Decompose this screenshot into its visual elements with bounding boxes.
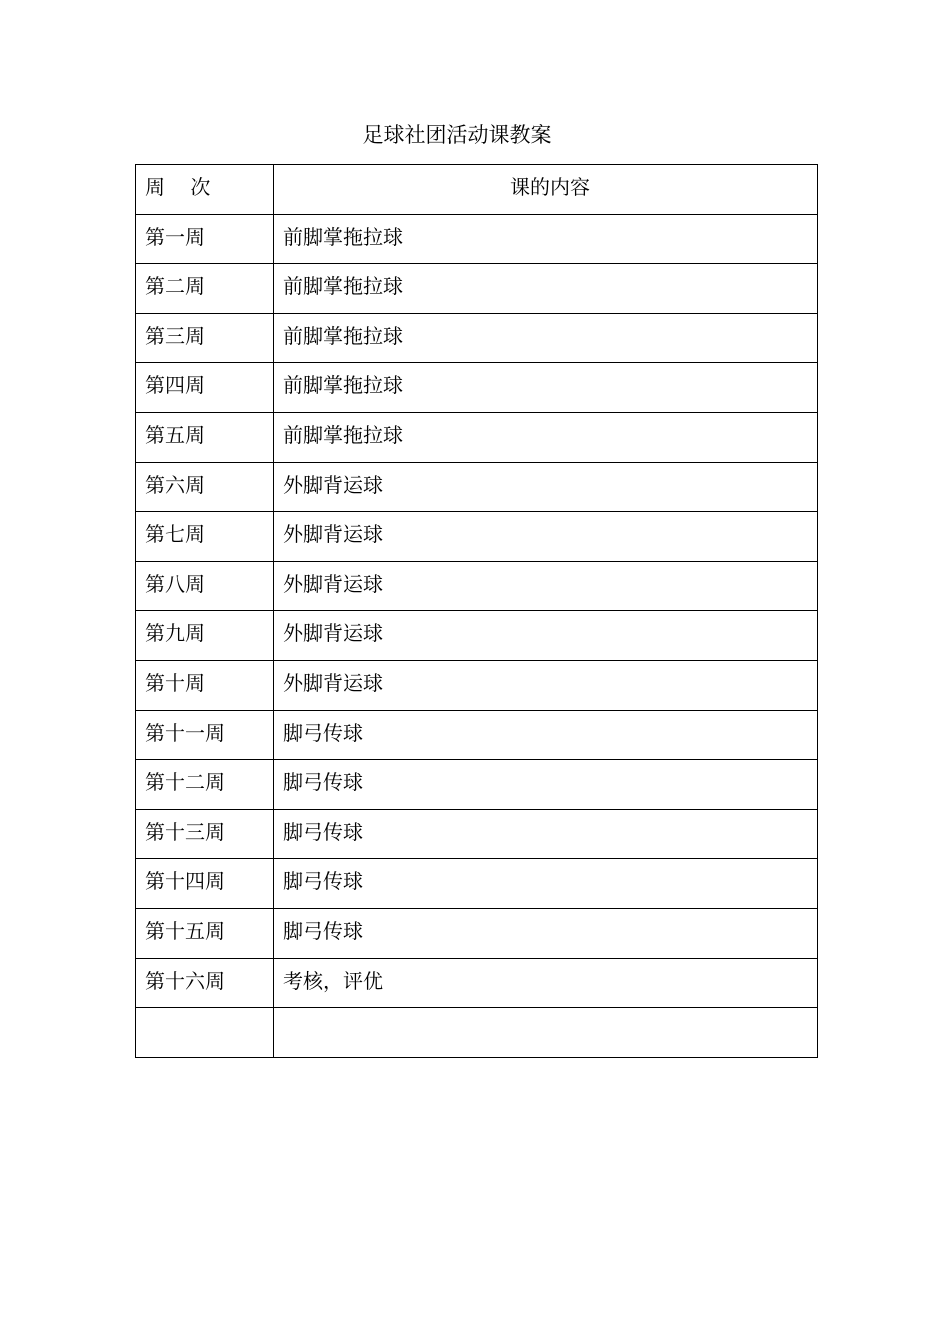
week-cell: 第十六周 <box>136 958 274 1008</box>
week-cell: 第十周 <box>136 660 274 710</box>
content-cell: 前脚掌拖拉球 <box>274 363 818 413</box>
table-row <box>136 313 818 363</box>
content-cell: 考核，评优 <box>274 958 818 1008</box>
week-cell: 第七周 <box>136 512 274 562</box>
week-cell: 第六周 <box>136 462 274 512</box>
week-cell: 第十三周 <box>136 809 274 859</box>
content-cell: 前脚掌拖拉球 <box>274 412 818 462</box>
content-cell: 外脚背运球 <box>274 660 818 710</box>
week-cell: 第十一周 <box>136 710 274 760</box>
lesson-plan-table <box>135 164 818 1058</box>
header-content: 课的内容 <box>274 165 818 215</box>
content-cell: 外脚背运球 <box>274 561 818 611</box>
content-cell: 脚弓传球 <box>274 710 818 760</box>
document-title: 足球社团活动课教案 <box>362 123 552 147</box>
content-cell: 脚弓传球 <box>274 760 818 810</box>
table-row <box>136 760 818 810</box>
table-header-row <box>136 165 818 215</box>
table-row <box>136 512 818 562</box>
week-cell: 第三周 <box>136 313 274 363</box>
table-row <box>136 710 818 760</box>
week-cell: 第二周 <box>136 264 274 314</box>
table-row <box>136 363 818 413</box>
table-row <box>136 908 818 958</box>
table-row <box>136 859 818 909</box>
week-cell: 第九周 <box>136 611 274 661</box>
week-cell: 第八周 <box>136 561 274 611</box>
week-cell: 第十四周 <box>136 859 274 909</box>
table-row <box>136 264 818 314</box>
header-week: 周 次 <box>136 165 274 215</box>
table-row <box>136 660 818 710</box>
content-cell <box>274 1008 818 1058</box>
table-row-empty <box>136 1008 818 1058</box>
table-row <box>136 958 818 1008</box>
week-cell <box>136 1008 274 1058</box>
table-row <box>136 809 818 859</box>
content-cell: 前脚掌拖拉球 <box>274 214 818 264</box>
content-cell: 脚弓传球 <box>274 908 818 958</box>
week-cell: 第一周 <box>136 214 274 264</box>
content-cell: 外脚背运球 <box>274 462 818 512</box>
content-cell: 前脚掌拖拉球 <box>274 313 818 363</box>
table-row <box>136 214 818 264</box>
table-row <box>136 611 818 661</box>
week-cell: 第十五周 <box>136 908 274 958</box>
table-row <box>136 412 818 462</box>
table-row <box>136 462 818 512</box>
content-cell: 前脚掌拖拉球 <box>274 264 818 314</box>
week-cell: 第五周 <box>136 412 274 462</box>
week-cell: 第十二周 <box>136 760 274 810</box>
week-cell: 第四周 <box>136 363 274 413</box>
content-cell: 外脚背运球 <box>274 611 818 661</box>
content-cell: 外脚背运球 <box>274 512 818 562</box>
table-row <box>136 561 818 611</box>
content-cell: 脚弓传球 <box>274 809 818 859</box>
content-cell: 脚弓传球 <box>274 859 818 909</box>
